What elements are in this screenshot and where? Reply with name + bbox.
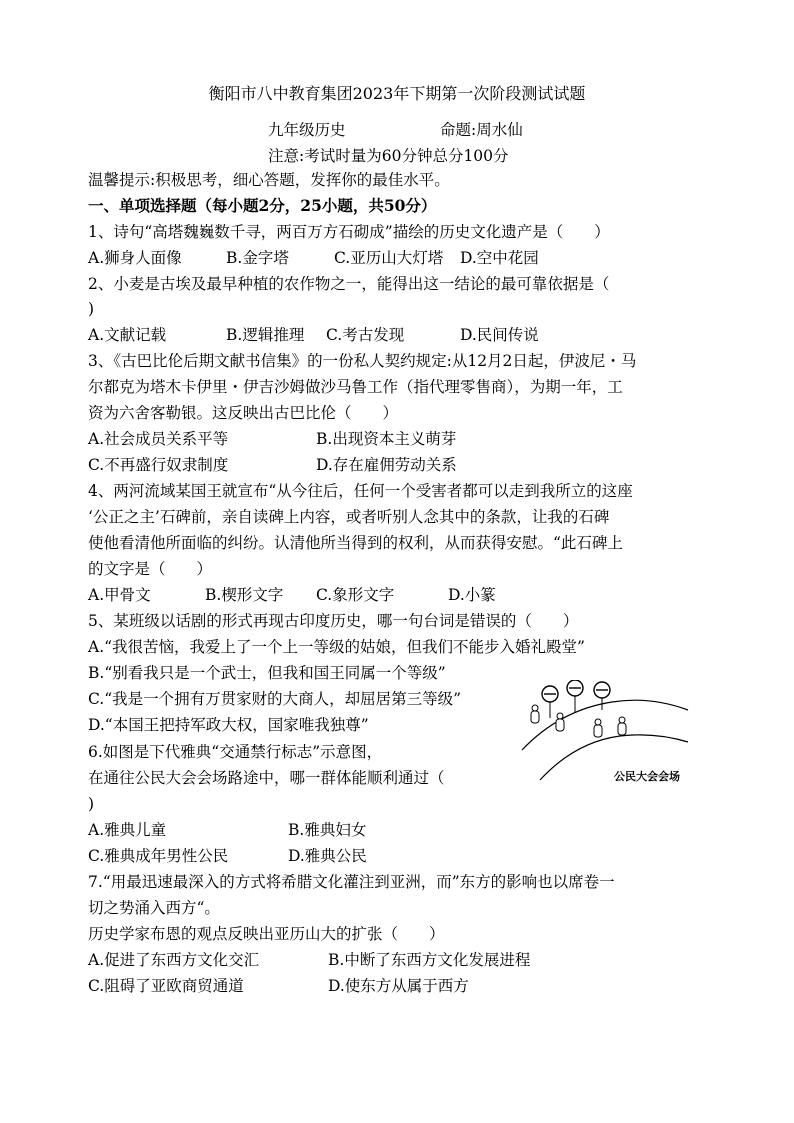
q2-line: ) bbox=[88, 300, 95, 318]
q6-line: 在通往公民大会会场路途中，哪一群体能顺利通过（ bbox=[88, 769, 445, 787]
figure-caption: 公民大会会场 bbox=[614, 770, 680, 783]
q5-option-c: C.“我是一个拥有万贯家财的大商人，却屈居第三等级” bbox=[88, 690, 462, 708]
q2-option-b: B.逻辑推理 bbox=[226, 326, 305, 344]
person-icon bbox=[531, 705, 626, 737]
q7-line: 历史学家布恩的观点反映出亚历山大的扩张（ ） bbox=[88, 925, 445, 943]
q1-option-b: B.金字塔 bbox=[226, 249, 289, 267]
q4-line: 4、两河流域某国王就宣布“从今往后，任何一个受害者都可以走到我所立的这座 bbox=[88, 482, 633, 500]
grade-subject: 九年级历史 bbox=[268, 121, 346, 139]
section-heading: 一、单项选择题（每小题2分，25小题，共50分） bbox=[88, 196, 437, 215]
q3-option-c: C.不再盛行奴隶制度 bbox=[88, 456, 229, 474]
exam-notice: 注意:考试时量为60分钟总分100分 bbox=[268, 147, 509, 165]
q3-option-b: B.出现资本主义萌芽 bbox=[316, 430, 457, 448]
q3-line: 尔都克为塔木卡伊里・伊吉沙姆做沙马鲁工作（指代理零售商），为期一年，工 bbox=[88, 378, 623, 396]
q3-option-a: A.社会成员关系平等 bbox=[88, 430, 229, 448]
q1-line: 1、诗句“高塔魏巍数千寻，两百万方石砌成”描绘的历史文化遗产是（ ） bbox=[88, 223, 610, 241]
q2-line: 2、小麦是古埃及最早种植的农作物之一，能得出这一结论的最可靠依据是（ bbox=[88, 275, 610, 293]
q1-option-c: C.亚历山大灯塔 bbox=[334, 249, 444, 267]
q2-option-a: A.文献记载 bbox=[88, 326, 167, 344]
q4-option-b: B.楔形文字 bbox=[205, 586, 284, 604]
q6-line: 6.如图是下代雅典“交通禁行标志”示意图， bbox=[88, 743, 383, 761]
q4-option-c: C.象形文字 bbox=[316, 586, 395, 604]
q7-option-d: D.使东方从属于西方 bbox=[328, 977, 469, 995]
q7-line: 7.“用最迅速最深入的方式将希腊文化灌注到亚洲，而”东方的影响也以席卷一 bbox=[88, 873, 615, 891]
ban-sign-icon bbox=[567, 680, 583, 712]
q2-option-d: D.民间传说 bbox=[460, 326, 539, 344]
q4-line: ‘公正之主’石碑前，亲自读碑上内容，或者听别人念其中的条款，让我的石碑 bbox=[88, 508, 610, 526]
q5-line: 5、某班级以话剧的形式再现古印度历史，哪一句台词是错误的（ ） bbox=[88, 612, 579, 630]
q4-option-a: A.甲骨文 bbox=[88, 586, 151, 604]
q7-option-b: B.中断了东西方文化发展进程 bbox=[328, 951, 531, 969]
q7-option-a: A.促进了东西方文化交汇 bbox=[88, 951, 260, 969]
q4-option-d: D.小篆 bbox=[448, 586, 496, 604]
q5-option-d: D.“本国王把持军政大权，国家唯我独尊” bbox=[88, 716, 369, 734]
q6-option-b: B.雅典妇女 bbox=[288, 821, 367, 839]
q1-option-d: D.空中花园 bbox=[460, 249, 539, 267]
q3-line: 3、《古巴比伦后期文献书信集》的一份私人契约规定:从12月2日起，伊波尼・马 bbox=[88, 352, 637, 370]
q6-line: ) bbox=[88, 795, 95, 813]
author: 命题:周水仙 bbox=[440, 121, 523, 139]
q6-option-d: D.雅典公民 bbox=[288, 847, 367, 865]
ban-sign-icon bbox=[542, 686, 558, 718]
q2-option-c: C.考古发现 bbox=[326, 326, 405, 344]
q5-option-b: B.“别看我只是一个武士，但我和国王同属一个等级” bbox=[88, 664, 446, 682]
q7-option-c: C.阻碍了亚欧商贸通道 bbox=[88, 977, 244, 995]
q3-line: 资为六舍客勒银。这反映出古巴比伦（ ） bbox=[88, 404, 399, 422]
q4-line: 的文字是（ ） bbox=[88, 560, 213, 578]
q7-line: 切之势涌入西方“。 bbox=[88, 899, 220, 917]
q6-option-c: C.雅典成年男性公民 bbox=[88, 847, 229, 865]
q3-option-d: D.存在雇佣劳动关系 bbox=[316, 456, 457, 474]
q5-option-a: A.“我很苦恼，我爱上了一个上一等级的姑娘，但我们不能步入婚礼殿堂” bbox=[88, 638, 585, 656]
exam-title: 衡阳市八中教育集团2023年下期第一次阶段测试试题 bbox=[208, 84, 586, 103]
q4-line: 使他看清他所面临的纠纷。认清他所当得到的权利，从而获得安慰。“此石碑上 bbox=[88, 534, 623, 552]
q6-option-a: A.雅典儿童 bbox=[88, 821, 167, 839]
q1-option-a: A.狮身人面像 bbox=[88, 249, 182, 267]
warm-tip: 温馨提示:积极思考，细心答题，发挥你的最佳水平。 bbox=[88, 171, 450, 189]
